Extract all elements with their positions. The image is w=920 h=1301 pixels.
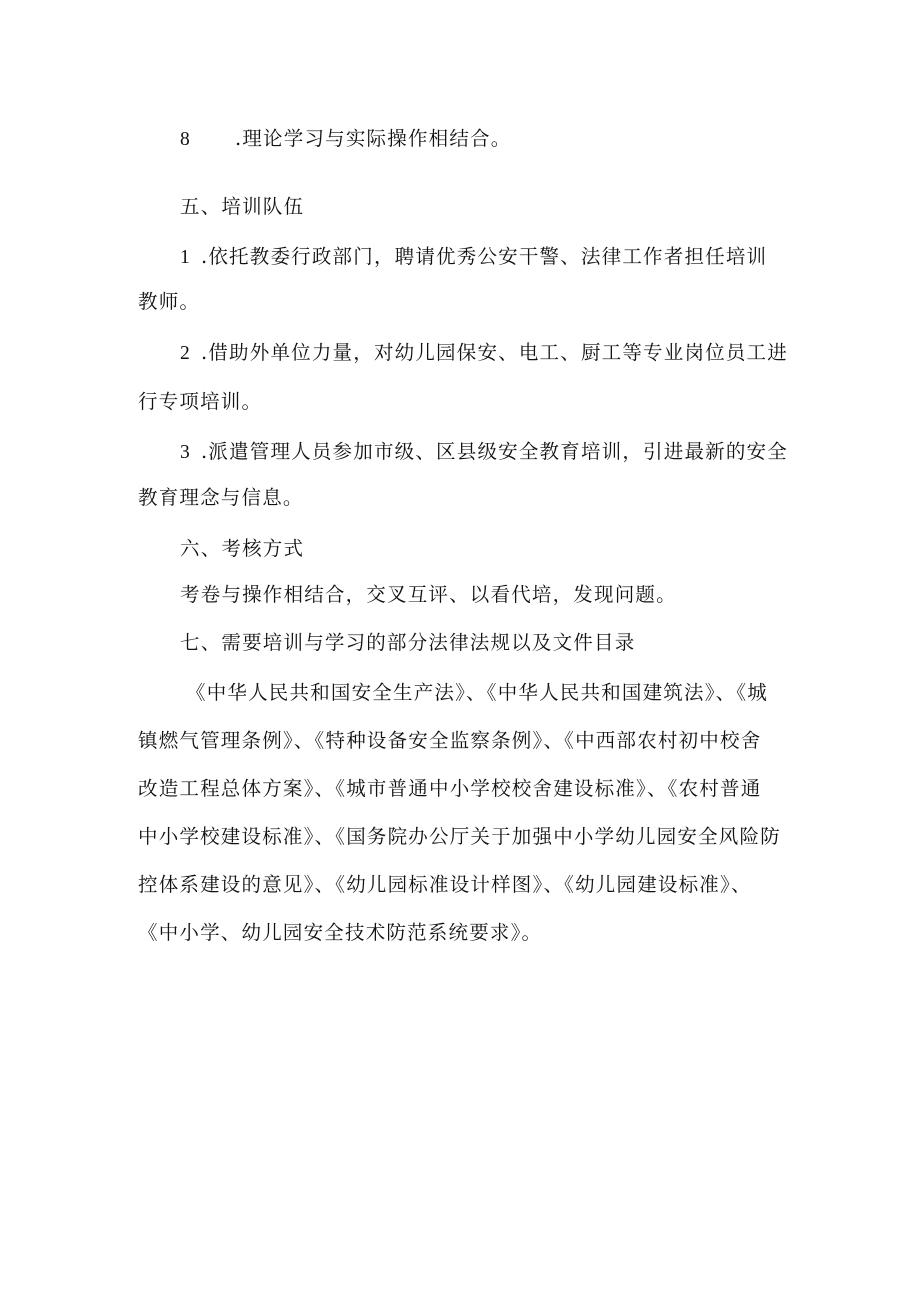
section-5-item-1-line-2: 教师。 — [138, 290, 201, 313]
item-text: .派遣管理人员参加市级、区县级安全教育培训，引进最新的安全 — [200, 440, 788, 463]
section-6-heading: 六、考核方式 — [180, 537, 305, 560]
section-7-line-4: 中小学校建设标准》、《国务院办公厅关于加强中小学幼儿园安全风险防 — [138, 825, 781, 848]
item-text: .理论学习与实际操作相结合。 — [234, 127, 512, 150]
section-7-line-6: 《中小学、幼儿园安全技术防范系统要求》。 — [138, 921, 543, 944]
section-7-line-1: 《中华人民共和国安全生产法》、《中华人民共和国建筑法》、《城 — [186, 681, 769, 704]
section-7-line-2: 镇燃气管理条例》、《特种设备安全监察条例》、《中西部农村初中校舍 — [138, 729, 762, 752]
item-number: 8 — [180, 129, 191, 150]
item-number: 2 — [180, 343, 191, 364]
section-7-heading: 七、需要培训与学习的部分法律法规以及文件目录 — [180, 631, 636, 654]
section-5-item-2-line-1 — [180, 340, 788, 367]
item-number: 1 — [180, 247, 191, 268]
section-5-heading: 五、培训队伍 — [180, 195, 305, 218]
section-5-item-3-line-2: 教育理念与信息。 — [138, 486, 304, 509]
item-number: 3 — [180, 442, 191, 463]
item-text: .借助外单位力量，对幼儿园保安、电工、厨工等专业岗位员工进 — [200, 341, 788, 364]
list-item-8 — [180, 126, 511, 153]
section-6-text: 考卷与操作相结合，交叉互评、以看代培，发现问题。 — [180, 583, 677, 606]
section-5-item-1-line-1 — [180, 244, 767, 271]
item-text: .依托教委行政部门，聘请优秀公安干警、法律工作者担任培训 — [200, 245, 768, 268]
section-7-line-3: 改造工程总体方案》、《城市普通中小学校校舍建设标准》、《农村普通 — [138, 777, 762, 800]
section-5-item-2-line-2: 行专项培训。 — [138, 390, 263, 413]
section-5-item-3-line-1 — [180, 439, 788, 466]
section-7-line-5: 控体系建设的意见》、《幼儿园标准设计样图》、《幼儿园建设标准》、 — [138, 873, 752, 896]
